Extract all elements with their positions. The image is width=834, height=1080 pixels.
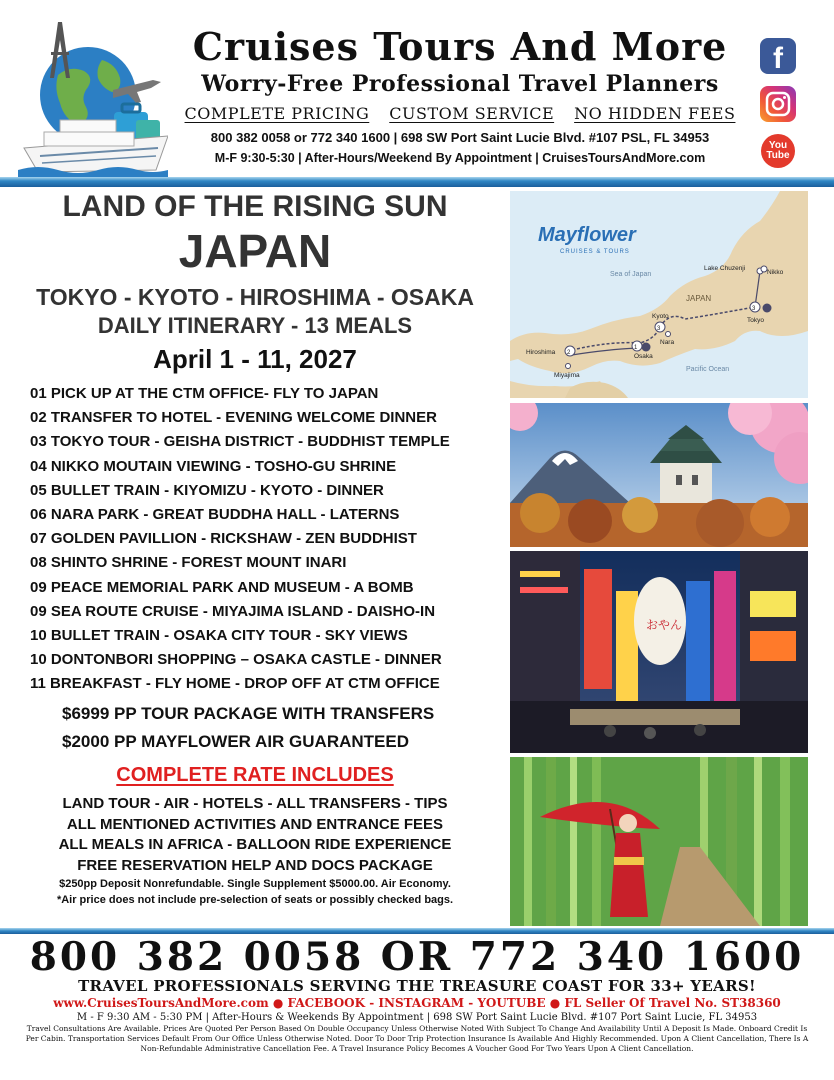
itinerary-item: 09 PEACE MEMORIAL PARK AND MUSEUM - A BOMB: [30, 578, 414, 596]
no-hidden-fees-link: NO HIDDEN FEES: [574, 104, 736, 123]
map-label-hiroshima: Hiroshima: [526, 349, 556, 356]
map-label-osaka: Osaka: [634, 353, 653, 360]
youtube-icon[interactable]: You Tube: [761, 134, 795, 168]
includes-item: LAND TOUR - AIR - HOTELS - ALL TRANSFERS - TIPS: [62, 795, 448, 812]
itinerary-item: 11 BREAKFAST - FLY HOME - DROP OFF AT CTM OFFICE: [30, 675, 440, 693]
footer-slogan: TRAVEL PROFESSIONALS SERVING THE TREASURE COAST FOR 33+ YEARS!: [78, 977, 756, 995]
itinerary-heading: DAILY ITINERARY - 13 MEALS: [97, 313, 413, 338]
includes-item: ALL MEALS IN AFRICA - BALLOON RIDE EXPERIENCE: [58, 836, 452, 854]
itinerary-item: 01 PICK UP AT THE CTM OFFICE- FLY TO JAPAN: [30, 385, 379, 402]
map-label-nara: Nara: [660, 339, 675, 346]
header-divider: [0, 177, 834, 187]
brand-name: Cruises Tours And More: [192, 24, 728, 69]
itinerary-item: 03 TOKYO TOUR - GEISHA DISTRICT - BUDDHIST TEMPLE: [30, 433, 450, 451]
map-label-nikko: Nikko: [767, 269, 784, 276]
custom-service-link: CUSTOM SERVICE: [389, 104, 555, 123]
tour-subtitle: LAND OF THE RISING SUN: [62, 190, 448, 223]
contact-line: 800 382 0058 or 772 340 1600 | 698 SW Port Saint Lucie Blvd. #107 PSL, FL 34953: [210, 130, 710, 145]
footer-weblinks[interactable]: www.CruisesToursAndMore.com ● FACEBOOK - INSTAGRAM - YOUTUBE ● FL Seller Of Travel No. ST38360: [53, 996, 781, 1010]
instagram-icon[interactable]: [760, 86, 796, 122]
map-label-tokyo: Tokyo: [747, 317, 764, 324]
map-label-lake: Lake Chuzenji: [704, 265, 746, 272]
brand-block: [170, 24, 750, 166]
brand-tagline: Worry-Free Professional Travel Planners: [201, 71, 719, 97]
facebook-icon[interactable]: f: [760, 38, 796, 74]
map-country-label: JAPAN: [686, 294, 712, 303]
japan-route-map: [510, 191, 808, 398]
osaka-street-photo: [510, 551, 808, 753]
map-brand: Mayflower: [538, 224, 636, 246]
header: [0, 0, 834, 188]
air-note: *Air price does not include pre-selection of seats or possibly checked bags.: [56, 894, 454, 907]
travel-collage-logo: [18, 20, 168, 180]
itinerary-item: 10 DONTONBORI SHOPPING – OSAKA CASTLE - DINNER: [30, 651, 442, 669]
includes-list: [0, 794, 510, 908]
itinerary-item: 06 NARA PARK - GREAT BUDDHA HALL - LATERNS: [30, 505, 400, 523]
complete-pricing-link: COMPLETE PRICING: [184, 104, 370, 123]
map-stop-hiroshima: 2: [567, 350, 571, 356]
map-ocean-label: Pacific Ocean: [686, 366, 730, 373]
includes-heading: COMPLETE RATE INCLUDES: [116, 764, 394, 786]
itinerary-item: 04 NIKKO MOUTAIN VIEWING - TOSHO-GU SHRINE: [30, 457, 397, 475]
itinerary-item: 02 TRANSFER TO HOTEL - EVENING WELCOME DINNER: [30, 409, 437, 427]
mount-fuji-castle-photo: [510, 403, 808, 547]
lantern-sign-text: おやん: [646, 618, 683, 632]
air-price: $2000 PP MAYFLOWER AIR GUARANTEED: [62, 732, 409, 751]
brand-links: [170, 104, 750, 124]
bamboo-forest-geisha-photo: [510, 757, 808, 926]
tour-cities: TOKYO - KYOTO - HIROSHIMA - OSAKA: [36, 284, 474, 310]
map-label-kyoto: Kyoto: [652, 313, 669, 320]
includes-item: FREE RESERVATION HELP AND DOCS PACKAGE: [77, 856, 433, 874]
map-stop-kyoto: 3: [657, 326, 661, 332]
map-sea-label: Sea of Japan: [610, 271, 652, 278]
itinerary-list: [30, 382, 510, 696]
map-brand-sub: CRUISES & TOURS: [560, 249, 630, 255]
deposit-note: $250pp Deposit Nonrefundable. Single Supplement $5000.00. Air Economy.: [59, 878, 451, 891]
hours-line: M-F 9:30-5:30 | After-Hours/Weekend By Appointment | CruisesToursAndMore.com: [214, 151, 706, 165]
map-stop-tokyo: 3: [752, 306, 756, 312]
tour-dates: April 1 - 11, 2027: [153, 344, 357, 374]
map-label-miyajima: Miyajima: [554, 372, 580, 379]
tour-title: JAPAN: [178, 225, 332, 277]
map-stop-osaka: 1: [634, 345, 638, 351]
includes-item: ALL MENTIONED ACTIVITIES AND ENTRANCE FEES: [66, 815, 444, 833]
footer-hours: M - F 9:30 AM - 5:30 PM | After-Hours & Weekends By Appointment | 698 SW Port Saint Lucie Blvd. #107 Port Saint Lucie, FL 34953: [76, 1012, 758, 1023]
footer-phone[interactable]: 800 382 0058 OR 772 340 1600: [29, 934, 805, 980]
itinerary-item: 10 BULLET TRAIN - OSAKA CITY TOUR - SKY VIEWS: [30, 626, 408, 644]
tour-price: $6999 PP TOUR PACKAGE WITH TRANSFERS: [62, 704, 435, 723]
itinerary-item: 05 BULLET TRAIN - KIYOMIZU - KYOTO - DINNER: [30, 481, 384, 499]
itinerary-item: 09 SEA ROUTE CRUISE - MIYAJIMA ISLAND - DAISHO-IN: [30, 602, 436, 620]
itinerary-item: 07 GOLDEN PAVILLION - RICKSHAW - ZEN BUDDHIST: [30, 530, 417, 548]
itinerary-item: 08 SHINTO SHRINE - FOREST MOUNT INARI: [30, 554, 347, 572]
footer-fine-print: Travel Consultations Are Available. Prices Are Quoted Per Person Based On Double Occupancy Unless Otherwise Noted With Subject To Change And Availability Until A Deposit Is Made. Onboard Credit Is Per Cabin. Transportation Services Default From Our Office Unless Otherwise Noted. Door To Door Trip Protection Insurance Is Available And Highly Recommended. Upon A Client Cancellation, There Is A Non-Refundable Administrative Cancellation Fee. A Travel Insurance Policy Becomes A Voucher Good For Two Years Upon A Client Cancellation.: [25, 1024, 809, 1053]
